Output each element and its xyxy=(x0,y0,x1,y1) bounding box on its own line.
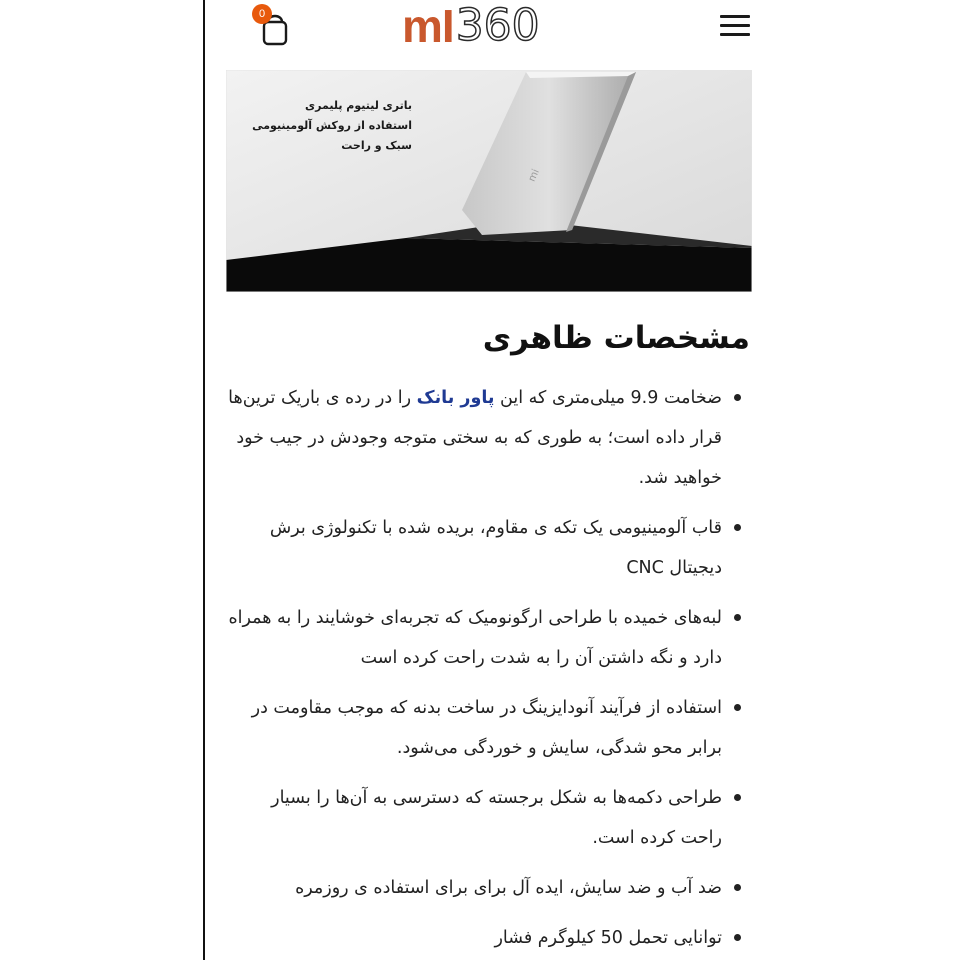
section-title: مشخصات ظاهری xyxy=(482,320,750,356)
logo-number-text: 360 xyxy=(455,0,540,51)
page-edge-line xyxy=(203,0,205,960)
list-item: قاب آلومینیومی یک تکه ی مقاوم، بریده شده با تکنولوژی برش دیجیتال CNC xyxy=(226,508,752,588)
menu-line-icon xyxy=(720,15,750,18)
banner-line: باتری لیتیوم پلیمری xyxy=(305,99,412,112)
hamburger-menu-button[interactable] xyxy=(718,12,752,38)
banner-line: استفاده از روکش آلومینیومی xyxy=(252,119,412,132)
menu-line-icon xyxy=(720,33,750,36)
product-logo-text: mi xyxy=(526,167,542,184)
list-item: توانایی تحمل 50 کیلوگرم فشار xyxy=(226,918,752,958)
menu-line-icon xyxy=(720,24,750,27)
logo-mi-text: mI xyxy=(402,0,454,52)
site-logo[interactable] xyxy=(402,2,572,50)
site-header xyxy=(226,0,752,60)
list-item xyxy=(226,378,752,498)
spec-text-start: ضخامت 9.9 میلی‌متری که این xyxy=(494,388,722,408)
cart-count-badge: 0 xyxy=(252,4,272,24)
cart-button[interactable] xyxy=(252,4,298,50)
banner-caption xyxy=(252,96,412,156)
list-item: لبه‌های خمیده با طراحی ارگونومیک که تجربه‌ای خوشایند را به همراه دارد و نگه داشتن آن را به شدت راحت کرده است xyxy=(226,598,752,678)
spec-list xyxy=(226,378,752,968)
banner-line: سبک و راحت xyxy=(341,139,412,152)
list-item: ضد آب و ضد سایش، ایده آل برای برای استفاده ی روزمره xyxy=(226,868,752,908)
list-item: استفاده از فرآیند آنودایزینگ در ساخت بدنه که موجب مقاومت در برابر محو شدگی، سایش و خوردگی می‌شود. xyxy=(226,688,752,768)
power-bank-link[interactable]: پاور بانک xyxy=(416,388,495,408)
list-item: طراحی دکمه‌ها به شکل برجسته که دسترسی به آن‌ها را بسیار راحت کرده است. xyxy=(226,778,752,858)
product-banner xyxy=(226,70,752,292)
spec-text-end: را در رده ی باریک ترین‌ها قرار داده است؛ به طوری که به سختی متوجه وجودش در جیب خود خواهید شد. xyxy=(228,388,722,488)
